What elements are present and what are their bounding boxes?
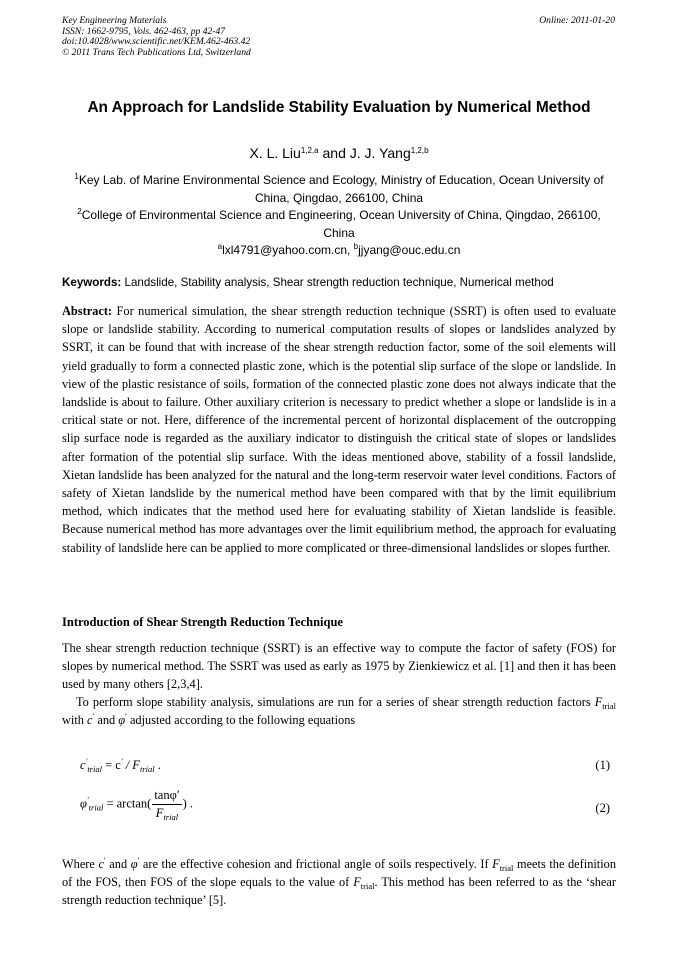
eq1-lhs-prime: ′: [85, 757, 88, 766]
email-a[interactable]: lxl4791@yahoo.com.cn,: [222, 243, 354, 257]
para2-phi-prime: ′: [125, 712, 127, 722]
para2-and: and: [94, 713, 119, 728]
keywords: [62, 276, 616, 289]
affiliation-1: [62, 171, 616, 207]
para3-and: and: [105, 857, 131, 871]
affiliation-2-text: College of Environmental Science and Engineering, Ocean University of China, Qingdao, 266100, China: [81, 208, 601, 240]
para3-phi-prime: ′: [137, 856, 140, 865]
para3-phi: φ: [130, 857, 138, 871]
section-heading: Introduction of Shear Strength Reduction Technique: [62, 615, 343, 629]
para3-c-prime: ′: [103, 856, 106, 865]
eq2-den-sub: trial: [163, 812, 179, 822]
para3-text-d: . This method has been referred to as the ‘shear strength reduction technique’ [5].: [62, 875, 616, 908]
equation-1: [80, 758, 161, 773]
para3-text-b: are the effective cohesion and frictional angle of soils respectively. If: [139, 857, 493, 871]
eq2-lhs-prime: ′: [86, 795, 89, 805]
eq2-lhs-sub: trial: [88, 802, 104, 813]
intro-paragraph-2: [62, 693, 616, 729]
journal-header: [62, 16, 251, 59]
copyright-line: © 2011 Trans Tech Publications Ltd, Switzerland: [62, 47, 251, 59]
eq2-eq: = arctan(: [103, 796, 152, 811]
journal-name: Key Engineering Materials: [62, 15, 167, 26]
para3-text-c: meets the definition of the FOS, then FOS of the slope equals to the value of: [62, 857, 617, 890]
email-a-sup: a: [217, 242, 223, 251]
affiliation-2-sup: 2: [77, 207, 82, 216]
keywords-label: Keywords:: [62, 276, 122, 289]
para3-text-a: Where: [62, 857, 99, 871]
eq1-lhs: c: [80, 758, 86, 772]
para3-F2: F: [353, 875, 361, 890]
emails: [62, 241, 616, 259]
affiliation-1-sup: 1: [74, 172, 79, 181]
eq1-slash: / F: [122, 758, 140, 772]
eq2-numerator: tanφ′: [152, 788, 181, 805]
author-1-sup: 1,2,a: [300, 146, 319, 155]
affiliation-1-text: Key Lab. of Marine Environmental Science and Ecology, Ministry of Education, Ocean University of China, Qingdao, 266100, China: [78, 173, 604, 205]
para2-text-a: To perform slope stability analysis, simulations are run for a series of shear strength reduction factors: [76, 695, 595, 709]
eq2-den-F: F: [155, 806, 164, 820]
eq2-denominator: [152, 805, 181, 821]
eq1-mid-prime: ′: [120, 757, 123, 766]
intro-paragraph-1: The shear strength reduction technique (SSRT) is an effective way to compute the factor of safety (FOS) for slopes by numerical method. The SSRT was used as early as 1975 by Zienkiewicz et al. [1] and then it has been used by many others [2,3,4].: [62, 641, 616, 692]
online-date: Online: 2011-01-20: [539, 15, 615, 26]
abstract-text: For numerical simulation, the shear strength reduction technique (SSRT) is often used to evaluate slope or landslide stability. According to numerical computation results of slopes or landslides analyzed by SSRT, it can be found that with increase of the shear strength reduction factor, some of the soil elements will yield gradually to form a connected plastic zone, which is the potential slip surface of the slope or landslide. In view of the plastic resistance of soils, formation of the connected plastic zone does not always indicate that the landslide is about to failure. Other auxiliary criterion is necessary to predict whether a slope or landslide is in a critical state or not. Here, difference of the incremental percent of horizontal displacement of the outcropping slip surface node is regarded as the auxiliary indicator to distinguish the critical state of slopes or landslides after formation of the potential slip surface. With the ideas mentioned above, stability of a fossil landslide, Xietan landslide has been analyzed for the natural and the long-term reservoir water level conditions. Factors of safety of Xietan landslide by the numerical method have been compared with that by the limit equilibrium method, which indicates that the method used here for evaluating stability of Xietan landslide is feasible. Because numerical method has more advantages over the limit equilibrium method, the approach for evaluating stability of landslide here can be applied to more complicated or three-dimensional landslides or slopes further.: [62, 304, 616, 555]
eq1-end: .: [154, 758, 161, 772]
eq2-fraction: [152, 788, 181, 821]
equation-2: [80, 788, 193, 821]
issn-line: ISSN: 1662-9795, Vols. 462-463, pp 42-47: [62, 25, 226, 37]
para2-c-prime: ′: [92, 712, 95, 722]
author-1: X. L. Liu: [249, 145, 301, 161]
eq2-lhs: φ: [80, 796, 87, 811]
para2-phi: φ: [118, 713, 126, 728]
author-2: J. J. Yang: [349, 145, 411, 161]
equation-1-number: (1): [595, 758, 610, 772]
abstract-label: Abstract:: [62, 304, 113, 318]
paper-title: An Approach for Landslide Stability Evaluation by Numerical Method: [87, 99, 591, 116]
eq2-end: ) .: [182, 796, 193, 811]
keywords-text: Landslide, Stability analysis, Shear strength reduction technique, Numerical method: [121, 276, 554, 289]
para2-trial: trial: [602, 701, 616, 711]
author-2-sup: 1,2,b: [410, 146, 429, 155]
eq1-lhs-sub: trial: [87, 764, 102, 774]
author-line: [0, 145, 678, 161]
para3-trial1: trial: [499, 863, 514, 873]
author-and: and: [318, 145, 350, 161]
para2-F: F: [594, 695, 603, 709]
para3-trial2: trial: [360, 881, 375, 892]
para2-text-b: with: [62, 713, 88, 728]
intro-paragraph-3: [62, 855, 616, 910]
doi-line: doi:10.4028/www.scientific.net/KEM.462-463.42: [62, 36, 251, 48]
para3-c: c: [98, 857, 104, 871]
email-b-sup: b: [353, 242, 359, 251]
abstract: [62, 302, 616, 557]
email-b[interactable]: jjyang@ouc.edu.cn: [358, 243, 461, 257]
para2-text-d: adjusted according to the following equations: [126, 713, 356, 728]
para2-c: c: [87, 713, 93, 728]
affiliation-2: [62, 206, 616, 242]
eq1-rhs-sub: trial: [139, 764, 155, 774]
equation-2-number: (2): [595, 801, 610, 815]
para3-F1: F: [492, 857, 500, 871]
eq1-mid: = c: [101, 758, 121, 772]
